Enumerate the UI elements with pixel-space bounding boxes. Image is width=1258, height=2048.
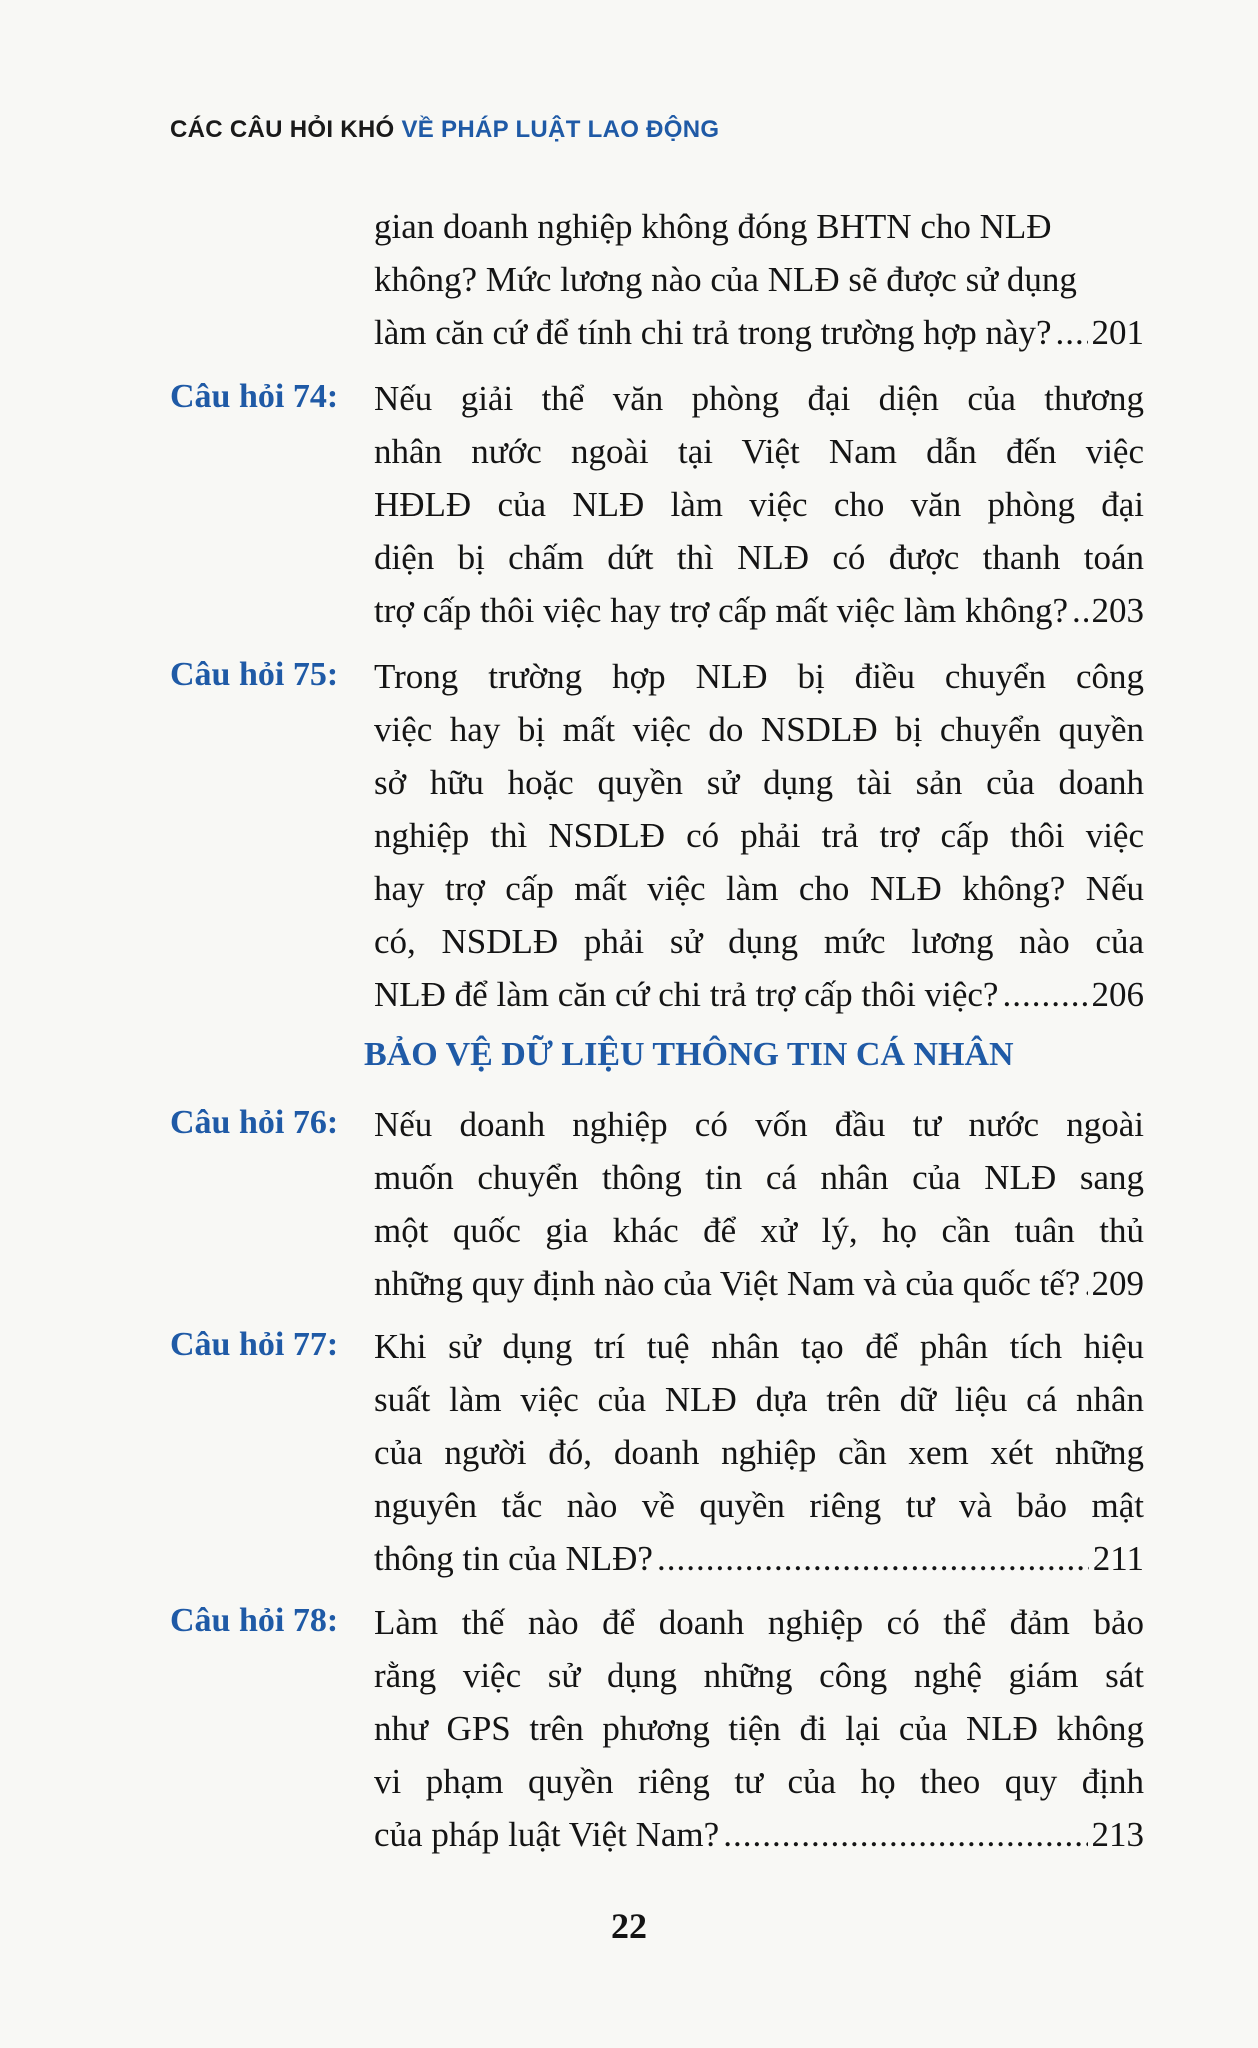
toc-line: nguyên tắc nào về quyền riêng tư và bảo mật xyxy=(374,1486,1144,1525)
toc-leader-line xyxy=(374,584,1144,637)
toc-line: như GPS trên phương tiện đi lại của NLĐ không xyxy=(374,1709,1144,1748)
question-label: Câu hỏi 74: xyxy=(170,378,339,415)
section-heading: BẢO VỆ DỮ LIỆU THÔNG TIN CÁ NHÂN xyxy=(364,1036,1014,1073)
running-header-part1: CÁC CÂU HỎI KHÓ xyxy=(170,116,395,143)
dot-leader xyxy=(1084,1257,1087,1310)
toc-line: gian doanh nghiệp không đóng BHTN cho NLĐ xyxy=(374,207,1052,246)
toc-line: hay trợ cấp mất việc làm cho NLĐ không? Nếu xyxy=(374,869,1144,908)
toc-line: thông tin của NLĐ? xyxy=(374,1539,653,1578)
question-label: Câu hỏi 78: xyxy=(170,1602,339,1639)
dot-leader xyxy=(723,1808,1087,1861)
toc-leader-line xyxy=(374,1257,1144,1310)
toc-line: Trong trường hợp NLĐ bị điều chuyển công xyxy=(374,657,1144,696)
toc-page-ref: 203 xyxy=(1091,591,1144,630)
toc-line: HĐLĐ của NLĐ làm việc cho văn phòng đại xyxy=(374,485,1144,524)
toc-line: của pháp luật Việt Nam? xyxy=(374,1815,720,1854)
toc-line: của người đó, doanh nghiệp cần xem xét những xyxy=(374,1433,1144,1472)
dot-leader xyxy=(1056,306,1088,359)
toc-page-ref: 213 xyxy=(1091,1815,1144,1854)
toc-line: những quy định nào của Việt Nam và của quốc tế? xyxy=(374,1264,1081,1303)
toc-line: diện bị chấm dứt thì NLĐ có được thanh toán xyxy=(374,538,1144,577)
toc-line: làm căn cứ để tính chi trả trong trường hợp này? xyxy=(374,313,1052,352)
toc-line: suất làm việc của NLĐ dựa trên dữ liệu cá nhân xyxy=(374,1380,1144,1419)
toc-line: Nếu doanh nghiệp có vốn đầu tư nước ngoài xyxy=(374,1105,1144,1144)
toc-line: Khi sử dụng trí tuệ nhân tạo để phân tích hiệu xyxy=(374,1327,1144,1366)
dot-leader xyxy=(1002,968,1087,1021)
toc-line: vi phạm quyền riêng tư của họ theo quy định xyxy=(374,1762,1144,1801)
toc-line: có, NSDLĐ phải sử dụng mức lương nào của xyxy=(374,922,1144,961)
toc-entry-text xyxy=(374,1320,1144,1585)
toc-entry-text xyxy=(374,372,1144,637)
dot-leader xyxy=(1072,584,1088,637)
toc-line: NLĐ để làm căn cứ chi trả trợ cấp thôi việc? xyxy=(374,975,999,1014)
dot-leader xyxy=(657,1532,1089,1585)
page-number: 22 xyxy=(611,1906,647,1946)
toc-page-ref: 211 xyxy=(1092,1539,1144,1578)
toc-line: trợ cấp thôi việc hay trợ cấp mất việc làm không? xyxy=(374,591,1068,630)
toc-line: rằng việc sử dụng những công nghệ giám sát xyxy=(374,1656,1144,1695)
toc-page-ref: 206 xyxy=(1091,975,1144,1014)
toc-entry-text xyxy=(374,1098,1144,1310)
toc-leader-line xyxy=(374,1532,1144,1585)
toc-page-ref: 201 xyxy=(1091,313,1144,352)
toc-entry-text xyxy=(374,1596,1144,1861)
toc-line: Làm thế nào để doanh nghiệp có thể đảm bảo xyxy=(374,1603,1144,1642)
toc-entry-text xyxy=(374,650,1144,1021)
toc-entry-text xyxy=(374,200,1144,359)
toc-line: nghiệp thì NSDLĐ có phải trả trợ cấp thôi việc xyxy=(374,816,1144,855)
toc-line: muốn chuyển thông tin cá nhân của NLĐ sang xyxy=(374,1158,1144,1197)
toc-line: nhân nước ngoài tại Việt Nam dẫn đến việc xyxy=(374,432,1144,471)
toc-line: sở hữu hoặc quyền sử dụng tài sản của doanh xyxy=(374,763,1144,802)
toc-line: không? Mức lương nào của NLĐ sẽ được sử dụng xyxy=(374,260,1077,299)
question-label: Câu hỏi 76: xyxy=(170,1104,339,1141)
running-header-part2: VỀ PHÁP LUẬT LAO ĐỘNG xyxy=(401,116,720,143)
toc-leader-line xyxy=(374,1808,1144,1861)
toc-leader-line xyxy=(374,968,1144,1021)
toc-line: Nếu giải thể văn phòng đại diện của thương xyxy=(374,379,1144,418)
running-header xyxy=(170,116,719,144)
toc-leader-line xyxy=(374,306,1144,359)
toc-page-ref: 209 xyxy=(1091,1264,1144,1303)
toc-line: việc hay bị mất việc do NSDLĐ bị chuyển quyền xyxy=(374,710,1144,749)
question-label: Câu hỏi 75: xyxy=(170,656,339,693)
toc-line: một quốc gia khác để xử lý, họ cần tuân thủ xyxy=(374,1211,1144,1250)
question-label: Câu hỏi 77: xyxy=(170,1326,339,1363)
